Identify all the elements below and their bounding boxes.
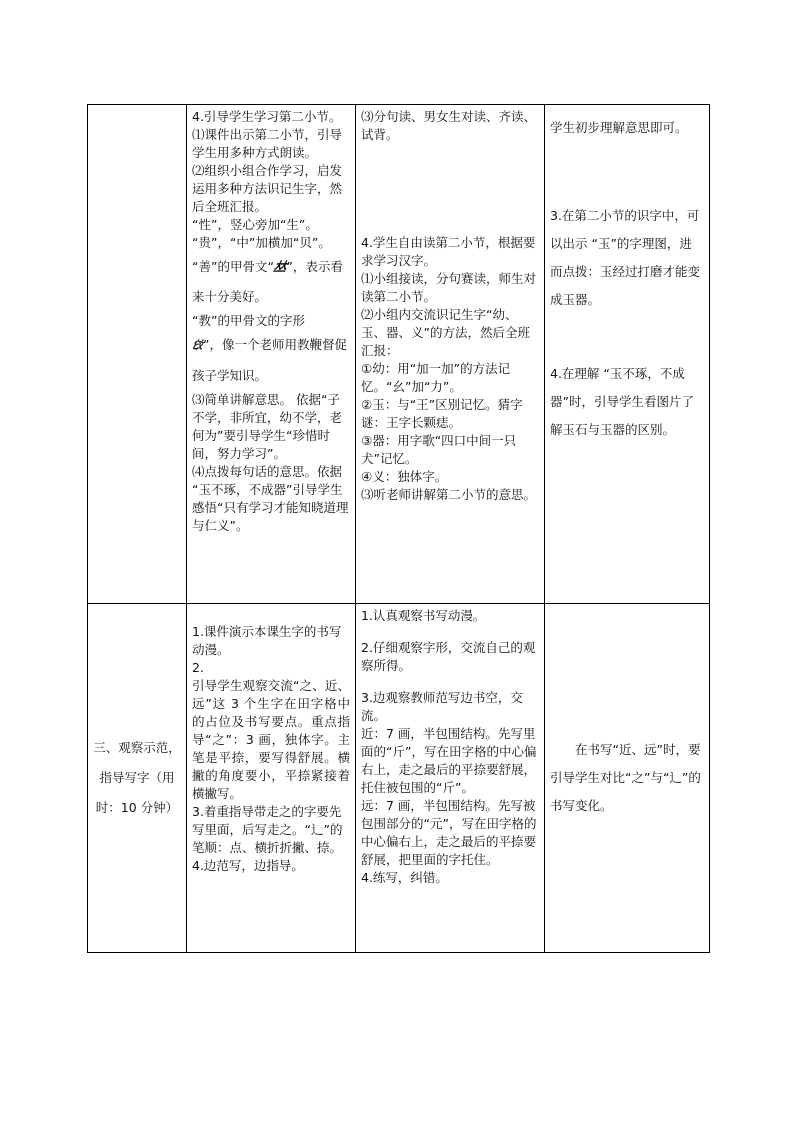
student-note-yu: ②玉：与“王”区别记忆。猜字谜：王字长颗痣。 xyxy=(361,397,523,430)
spacer xyxy=(550,314,704,360)
stage-title: 三、观察示范，指导写字（用时：10 分钟） xyxy=(93,740,181,815)
row1-stage-cell xyxy=(88,105,187,604)
row2-student-activity-cell xyxy=(356,604,545,953)
teacher-step-4-3: ⑶简单讲解意思。 依据“子不学，非所宜，幼不学，老何为”要引导学生“珍惜时间，努力学习”。 xyxy=(192,392,343,461)
row2-design-note-cell xyxy=(545,604,710,953)
design-note-top: 学生初步理解意思即可。 xyxy=(550,120,688,135)
spacer xyxy=(361,144,539,234)
oracle-bone-jiao-glyph: 𢼊 xyxy=(190,339,205,352)
char-note-jiao-a: “教”的甲骨文的字形 xyxy=(192,313,305,328)
row1-teacher-activity-cell xyxy=(187,105,356,604)
lesson-plan-table xyxy=(87,104,710,953)
spacer xyxy=(361,675,539,689)
char-note-jiao xyxy=(192,330,350,391)
student-step-3: ⑶分句读、男女生对读、齐读、试背。 xyxy=(361,109,537,142)
student-write-step-3: 3.边观察教师范写边书空，交流。 xyxy=(361,690,523,723)
teacher-write-step-2-num: 2. xyxy=(192,660,204,675)
student-write-step-2: 2.仔细观察字形，交流自己的观察所得。 xyxy=(361,640,536,673)
char-note-shan-a: “善”的甲骨文“ xyxy=(192,259,274,274)
row1-student-activity-cell xyxy=(356,105,545,604)
design-note-writing: 在书写“近、远”时，要引导学生对比“之”与“辶”的书写变化。 xyxy=(550,742,701,813)
student-step-4-2: ⑵小组内交流识记生字“幼、玉、器、义”的方法，然后全班汇报： xyxy=(361,307,530,358)
char-note-shan xyxy=(192,252,350,312)
row2-teacher-activity-cell xyxy=(187,604,356,953)
char-note-jiao-b: ”，像一个老师用教鞭督促孩子学知识。 xyxy=(192,337,347,383)
teacher-write-step-3: 3.着重指导带走之的字要先写里面，后写走之。“辶”的笔顺：点、横折折撇、捺。 xyxy=(192,804,343,855)
spacer xyxy=(361,625,539,639)
student-note-you: ①幼：用“加一加”的方法记忆。“幺”加“力”。 xyxy=(361,361,511,394)
teacher-write-step-2: 引导学生观察交流“之、近、远”这 3 个生字在田字格中的占位及书写要点。重点指导“之”：3 画，独体字。主笔是平捺，要写得舒展。横撇的角度要小，平捺紧接着横撇写。 xyxy=(192,678,350,801)
student-note-yi: ④义：独体字。 xyxy=(361,469,448,484)
char-note-xing: “性”，竖心旁加“生”。 xyxy=(192,217,318,232)
student-write-step-1: 1.认真观察书写动漫。 xyxy=(361,608,486,623)
teacher-write-step-1: 1.课件演示本课生字的书写动漫。 xyxy=(192,624,342,657)
oracle-bone-shan-glyph: 𠀤 xyxy=(272,259,289,274)
teacher-step-4: 4.引导学生学习第二小节。 xyxy=(192,109,342,124)
row2-stage-cell xyxy=(88,604,187,953)
teacher-write-step-4: 4.边范写，边指导。 xyxy=(192,858,304,873)
student-write-yuan: 远：7 画，半包围结构。先写被包围部分的“元”，写在田字格的中心偏右上，走之最后的平捺要舒展，把里面的字托住。 xyxy=(361,798,537,867)
teacher-step-4-4: ⑷点拨每句话的意思。依据 “玉不琢，不成器”引导学生感悟“只有学习才能知晓道理与仁义”。 xyxy=(192,464,349,533)
spacer xyxy=(550,142,704,202)
char-note-gui: “贵”，“中”加横加“贝”。 xyxy=(192,235,331,250)
spacer xyxy=(192,607,350,623)
teacher-step-4-1: ⑴课件出示第二小节，引导学生用多种方式朗读。 xyxy=(192,127,343,160)
table-row xyxy=(88,604,710,953)
design-note-3: 3.在第二小节的识字中，可以出示 “玉”的字理图，进而点拨：玉经过打磨才能变成玉器。 xyxy=(550,208,701,307)
student-step-4-3: ⑶听老师讲解第二小节的意思。 xyxy=(361,487,537,502)
teacher-step-4-2: ⑵组织小组合作学习，启发运用多种方法识记生字，然后全班汇报。 xyxy=(192,163,343,214)
table-row xyxy=(88,105,710,604)
student-step-4-1: ⑴小组接读，分句赛读，师生对读第二小节。 xyxy=(361,271,537,304)
student-step-4: 4.学生自由读第二小节，根据要求学习汉字。 xyxy=(361,235,536,268)
student-write-step-4: 4.练写，纠错。 xyxy=(361,870,448,885)
char-note-shan-b: ”，表示看来十分美好。 xyxy=(192,259,343,304)
student-write-jin: 近：7 画，半包围结构。先写里面的“斤”，写在田字格的中心偏右上，走之最后的平捺要舒展，托住被包围的“斤”。 xyxy=(361,726,537,795)
design-note-4: 4.在理解 “玉不琢，不成器”时，引导学生看图片了解玉石与玉器的区别。 xyxy=(550,366,694,437)
student-note-qi: ③器：用字歌“四口中间一只犬”记忆。 xyxy=(361,433,517,466)
row1-design-note-cell xyxy=(545,105,710,604)
